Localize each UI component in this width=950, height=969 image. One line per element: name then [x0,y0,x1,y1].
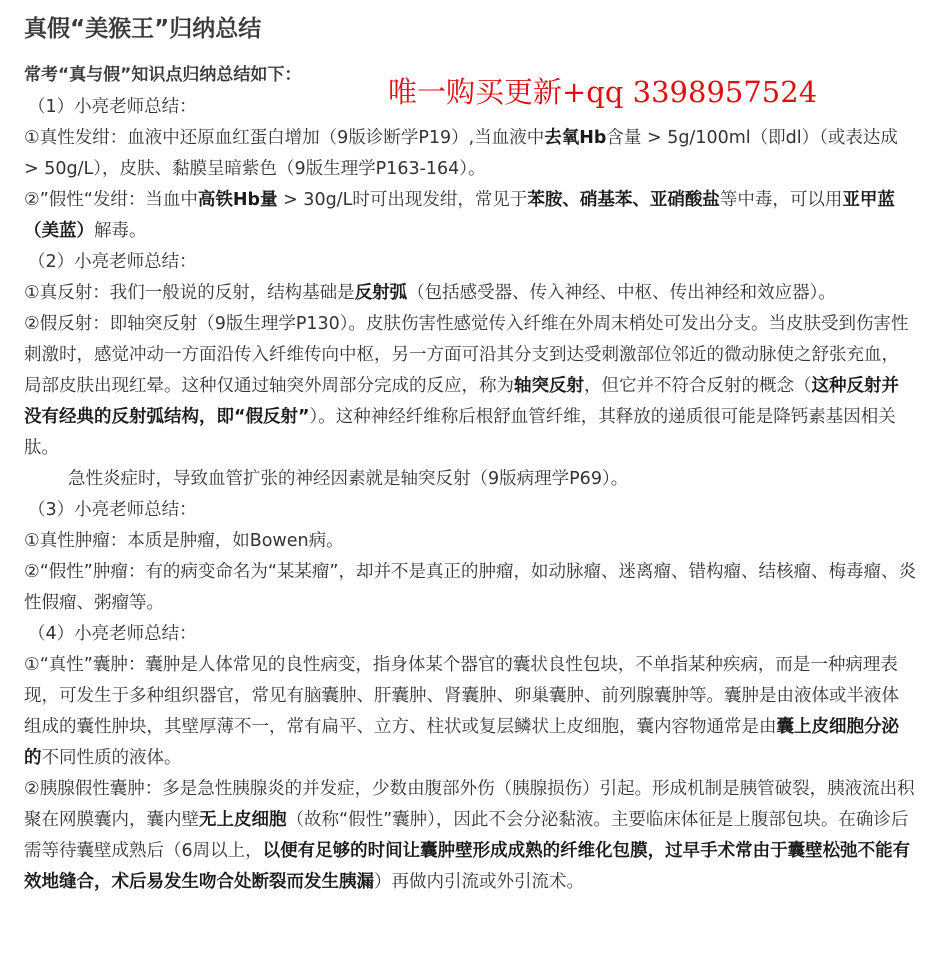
bold-text: 高铁Hb量 [197,190,278,210]
section-heading: （4）小亮老师总结： [28,624,197,644]
paragraph [24,278,916,309]
document-body [24,92,916,898]
paragraph [24,557,916,619]
watermark-text: 唯一购买更新+qq 3398957524 [388,75,818,109]
section-heading: （3）小亮老师总结： [28,500,197,520]
text-run: ）再做内引流或外引流术。 [374,872,584,892]
bold-text: 囊上皮细胞分泌的 [24,717,899,768]
text-run: ①真性肿瘤：本质是肿瘤，如Bowen病。 [24,531,344,551]
text-run: ①真反射：我们一般说的反射，结构基础是 [24,283,355,303]
section-heading: （2）小亮老师总结： [28,252,197,272]
paragraph [24,650,916,774]
text-run: ②”假性“发绀：当血中 [24,190,198,210]
paragraph [24,526,916,557]
bold-text: 这种反射并没有经典的反射弧结构，即“假反射” [24,376,899,427]
bold-text: 去氧Hb [544,128,607,148]
text-run: ②假反射：即轴突反射（9版生理学P130）。皮肤伤害性感觉传入纤维在外周末梢处可发出分支。当皮肤受到伤害性刺激时，感觉冲动一方面沿传入纤维传向中枢，另一方面可沿其分支到达受刺激部位邻近的微动脉使之舒张充血，局部皮肤出现红晕。这种仅通过轴突外周部分完成的反应，称为 [24,314,909,396]
text-run: ②“假性”肿瘤：有的病变命名为“某某瘤”，却并不是真正的肿瘤，如动脉瘤、迷离瘤、错构瘤、结核瘤、梅毒瘤、炎性假瘤、粥瘤等。 [24,562,916,613]
bold-text: 无上皮细胞 [199,810,287,830]
paragraph [24,464,916,495]
paragraph [24,185,916,247]
text-run: > 30g/L时可出现发绀，常见于 [277,190,528,210]
text-run: 等中毒，可以用 [719,190,843,210]
text-run: （包括感受器、传入神经、中枢、传出神经和效应器）。 [407,283,836,303]
text-run: ）。这种神经纤维称后根舒血管纤维，其释放的递质很可能是降钙素基因相关肽。 [24,407,896,458]
paragraph [24,123,916,185]
text-run: ，但它并不符合反射的概念（ [584,376,812,396]
text-run: 含量 > 5g/100ml（即dl）（或表达成 > 50g/L），皮肤、黏膜呈暗紫色（9版生理学P163-164）。 [24,128,898,179]
bold-text: 亚甲蓝（美蓝） [24,190,895,241]
paragraph [24,774,916,898]
text-run: ①真性发绀：血液中还原血红蛋白增加（9版诊断学P19）,当血液中 [24,128,545,148]
text-run: 解毒。 [94,221,147,241]
bold-text: 反射弧 [354,283,408,303]
text-run: （故称“假性”囊肿），因此不会分泌黏液。主要临床体征是上腹部包块。在确诊后需等待囊壁成熟后（6周以上， [24,810,909,861]
subtitle: 常考“真与假”知识点归纳总结如下： [24,65,302,85]
section-heading: （1）小亮老师总结： [28,97,197,117]
bold-text: 轴突反射 [514,376,584,396]
text-run: 急性炎症时，导致血管扩张的神经因素就是轴突反射（9版病理学P69）。 [68,469,629,489]
text-run: ①“真性”囊肿：囊肿是人体常见的良性病变，指身体某个器官的囊状良性包块，不单指某种疾病，而是一种病理表现，可发生于多种组织器官，常见有脑囊肿、肝囊肿、肾囊肿、卵巢囊肿、前列腺囊肿等。囊肿是由液体或半液体组成的囊性肿块，其壁厚薄不一，常有扁平、立方、柱状或复层鳞状上皮细胞，囊内容物通常是由 [24,655,899,737]
paragraph [24,309,916,464]
text-run: 不同性质的液体。 [41,748,182,768]
bold-text: 以便有足够的时间让囊肿壁形成成熟的纤维化包膜，过早手术常由于囊壁松弛不能有效地缝合，术后易发生吻合处断裂而发生胰漏 [24,841,911,892]
page-title: 真假“美猴王”归纳总结 [24,16,262,42]
text-run: ②胰腺假性囊肿：多是急性胰腺炎的并发症，少数由腹部外伤（胰腺损伤）引起。形成机制是胰管破裂，胰液流出积聚在网膜囊内，囊内壁 [24,779,915,830]
bold-text: 苯胺、硝基苯、亚硝酸盐 [527,190,720,210]
